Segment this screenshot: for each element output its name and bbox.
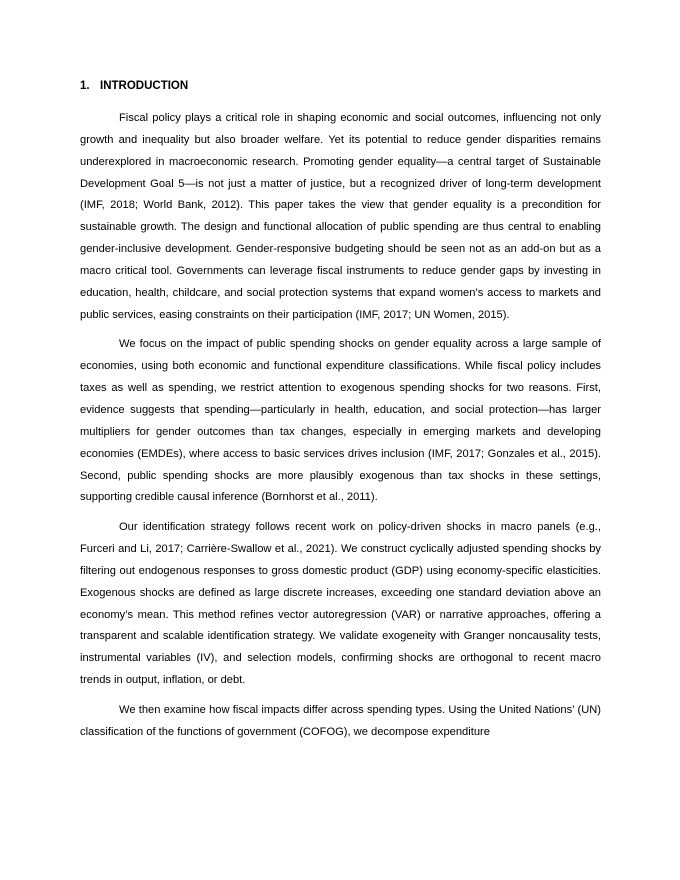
section-title: INTRODUCTION [100,80,189,92]
paragraph-2: We focus on the impact of public spending shocks on gender equality across a large sample of economies, using both economic and functional expenditure classifications. While fiscal policy includes taxes as well as spending, we restrict attention to exogenous spending shocks for two reasons. First, evidence suggests that spending—particularly in health, education, and social protection—has larger multipliers for gender outcomes than tax changes, especially in emerging markets and developing economies (EMDEs), where access to basic services drives inclusion (IMF, 2017; Gonzales et al., 2015). Second, public spending shocks are more plausibly exogenous than tax shocks in these settings, supporting credible causal inference (Bornhorst et al., 2011). [80,338,601,504]
paragraph-4: We then examine how fiscal impacts differ across spending types. Using the United Nations’ (UN) classification of the functions of government (COFOG), we decompose expenditure [80,703,601,738]
section-heading [80,78,601,94]
paragraph-1: Fiscal policy plays a critical role in shaping economic and social outcomes, influencing not only growth and inequality but also broader welfare. Yet its potential to reduce gender disparities remains underexplored in macroeconomic research. Promoting gender equality—a central target of Sustainable Development Goal 5—is not just a matter of justice, but a recognized driver of long-term development (IMF, 2018; World Bank, 2012). This paper takes the view that gender equality is a precondition for sustainable growth. The design and functional allocation of public spending are thus central to enabling gender-inclusive development. Gender-responsive budgeting should be seen not as an add-on but as a macro critical tool. Governments can leverage fiscal instruments to reduce gender gaps by investing in education, health, childcare, and social protection systems that expand women’s access to markets and public services, easing constraints on their participation (IMF, 2017; UN Women, 2015). [80,112,601,321]
section-number: 1. [80,80,90,92]
paragraph-3: Our identification strategy follows recent work on policy-driven shocks in macro panels (e.g., Furceri and Li, 2017; Carrière-Swallow et al., 2021). We construct cyclically adjusted spending shocks by filtering out endogenous responses to gross domestic product (GDP) using economy-specific elasticities. Exogenous shocks are defined as large discrete increases, exceeding one standard deviation above an economy’s mean. This method refines vector autoregression (VAR) or narrative approaches, offering a transparent and scalable identification strategy. We validate exogeneity with Granger noncausality tests, instrumental variables (IV), and selection models, confirming shocks are orthogonal to recent macro trends in output, inflation, or debt. [80,521,601,687]
document-page [80,78,601,752]
